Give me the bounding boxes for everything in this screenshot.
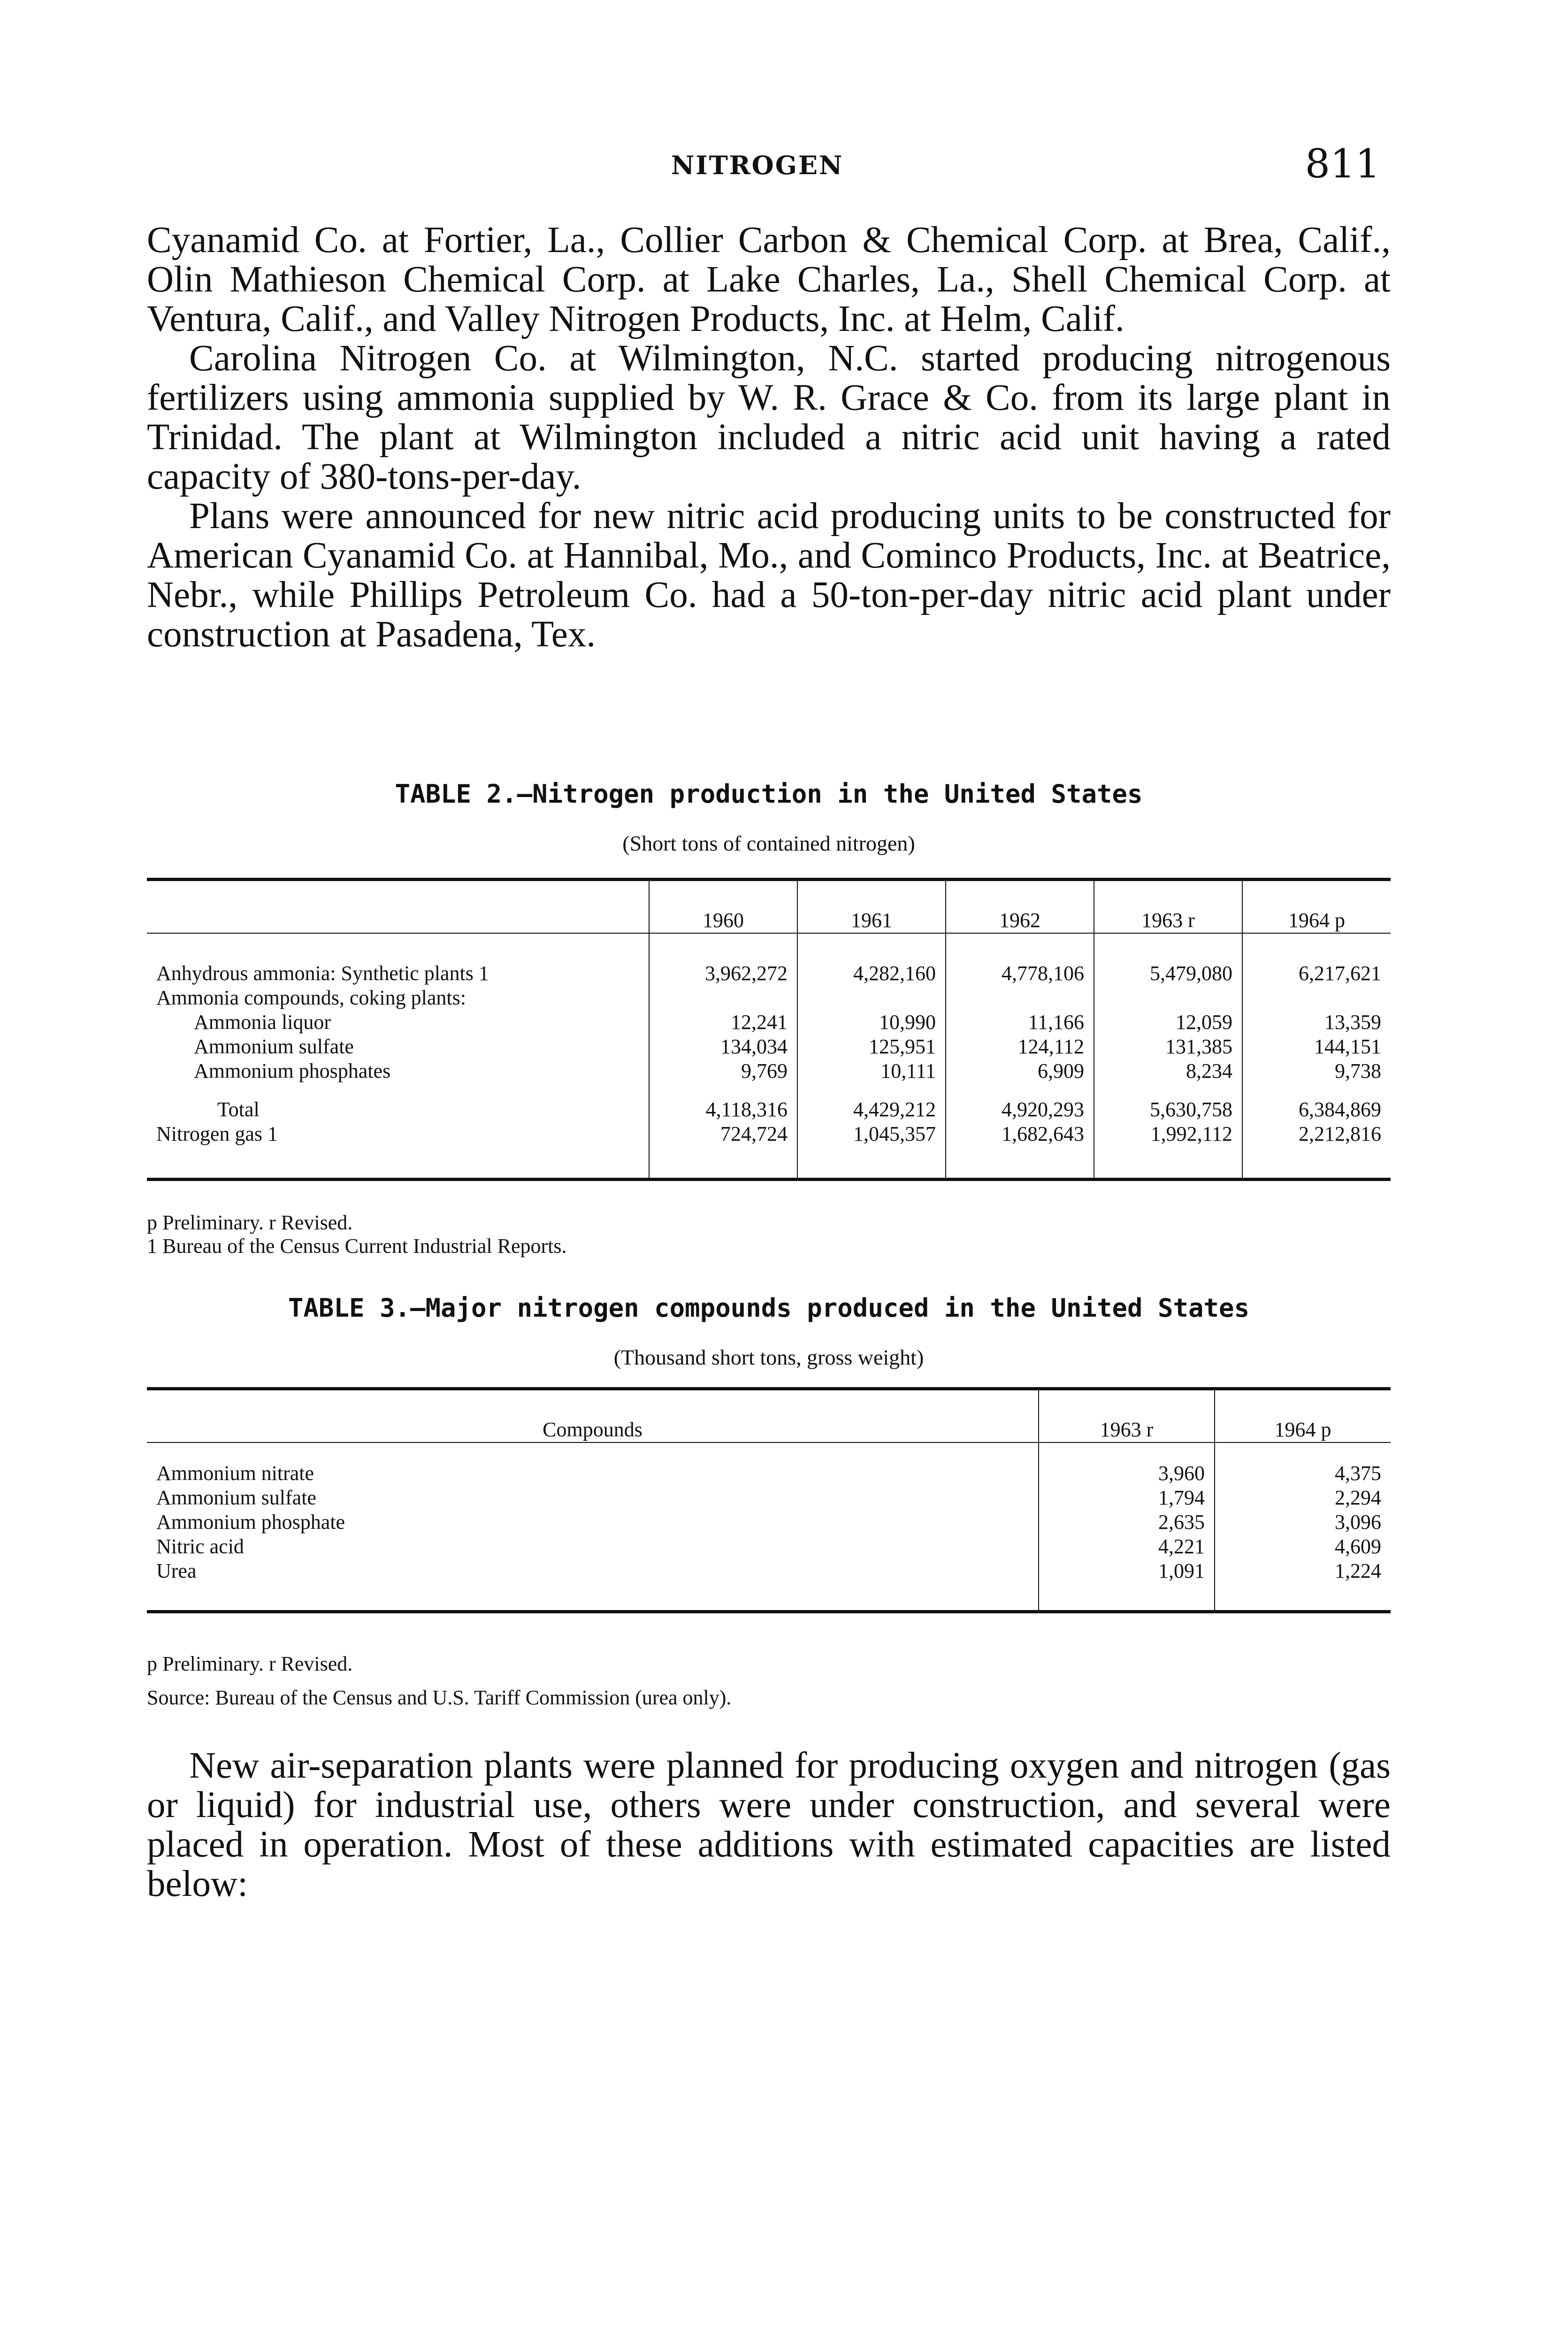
cell: 134,034 — [649, 1035, 797, 1059]
cell: 1,794 — [1039, 1486, 1215, 1510]
cell: 9,769 — [649, 1059, 797, 1083]
cell: 1,091 — [1039, 1559, 1215, 1583]
table2-col-header: 1964 p — [1242, 880, 1391, 934]
table-row — [147, 1097, 1391, 1122]
cell: 5,479,080 — [1094, 961, 1242, 986]
cell: 4,221 — [1039, 1534, 1215, 1559]
table2-header-row — [147, 880, 1391, 934]
row-label: Total — [217, 1098, 260, 1121]
table-row — [147, 1035, 1391, 1059]
table2-bottom-row — [147, 1146, 1391, 1179]
table2-footnotes — [147, 1211, 567, 1258]
paragraph: Plans were announced for new nitric acid producing units to be constructed for American Cyanamid Co. at Hannibal, Mo., and Cominco Products, Inc. at Beatrice, Nebr., while Phillips Petroleum Co. had a 50-ton-per-day nitric acid plant under construction at Pasadena, Tex. — [147, 496, 1391, 655]
cell: 8,234 — [1094, 1059, 1242, 1083]
table-row — [147, 1559, 1391, 1583]
cell: 2,294 — [1215, 1486, 1391, 1510]
row-label: Ammonium phosphate — [156, 1511, 345, 1534]
cell: 10,111 — [797, 1059, 946, 1083]
table3-stub-header: Compounds — [543, 1418, 642, 1441]
closing-text — [147, 1746, 1391, 1904]
footnote: p Preliminary. r Revised. — [147, 1652, 353, 1675]
cell: 3,962,272 — [649, 961, 797, 986]
table3-title: TABLE 3.—Major nitrogen compounds produced in the United States — [288, 1293, 1250, 1323]
row-label: Ammonium sulfate — [194, 1035, 354, 1058]
table2-col-header: 1961 — [797, 880, 946, 934]
table-row — [147, 1461, 1391, 1486]
cell: 1,045,357 — [797, 1122, 946, 1146]
table-row — [147, 1010, 1391, 1035]
row-label: Urea — [156, 1559, 197, 1582]
cell: 4,609 — [1215, 1534, 1391, 1559]
cell: 4,282,160 — [797, 961, 946, 986]
table2-title: TABLE 2.—Nitrogen production in the United States — [395, 779, 1143, 809]
row-label: Ammonium sulfate — [156, 1486, 316, 1509]
cell: 10,990 — [797, 1010, 946, 1035]
footnote-source: Source: Bureau of the Census and U.S. Tariff Commission (urea only). — [147, 1686, 732, 1709]
cell: 11,166 — [946, 1010, 1094, 1035]
paragraph: New air-separation plants were planned for producing oxygen and nitrogen (gas or liquid) for industrial use, others were under construction, and several were placed in operation. Most of these additions with estimated capacities are listed below: — [147, 1745, 1391, 1904]
table-row — [147, 1510, 1391, 1534]
table-row — [147, 1486, 1391, 1510]
cell: 13,359 — [1242, 1010, 1391, 1035]
table-row — [147, 1122, 1391, 1146]
running-head-title: NITROGEN — [671, 150, 844, 180]
table-row — [147, 1534, 1391, 1559]
table3-header-row — [147, 1389, 1391, 1443]
body-text — [147, 221, 1391, 654]
table2-spacer-row — [147, 1083, 1391, 1097]
table3-footnotes — [147, 1652, 731, 1710]
table3-subtitle: (Thousand short tons, gross weight) — [613, 1345, 924, 1369]
table3-col-header: 1963 r — [1039, 1389, 1215, 1443]
cell: 1,224 — [1215, 1559, 1391, 1583]
row-label: Ammonium phosphates — [194, 1059, 391, 1082]
row-label: Ammonium nitrate — [156, 1462, 314, 1485]
cell: 6,384,869 — [1242, 1097, 1391, 1122]
footnote: p Preliminary. r Revised. — [147, 1211, 353, 1234]
table-row — [147, 986, 1391, 1010]
table2-col-header: 1962 — [946, 880, 1094, 934]
cell: 4,429,212 — [797, 1097, 946, 1122]
paragraph: Carolina Nitrogen Co. at Wilmington, N.C. started producing nitrogenous fertilizers using ammonia supplied by W. R. Grace & Co. from its large plant in Trinidad. The plant at Wilmington included a nitric acid unit having a rated capacity of 380-tons-per-day. — [147, 338, 1391, 497]
cell: 12,241 — [649, 1010, 797, 1035]
table-row — [147, 1059, 1391, 1083]
page-number: 811 — [1305, 141, 1380, 187]
cell: 12,059 — [1094, 1010, 1242, 1035]
cell: 9,738 — [1242, 1059, 1391, 1083]
row-label: Anhydrous ammonia: Synthetic plants 1 — [156, 962, 489, 985]
table2-subtitle: (Short tons of contained nitrogen) — [622, 831, 915, 855]
table2 — [147, 878, 1391, 1181]
cell: 5,630,758 — [1094, 1097, 1242, 1122]
cell: 4,778,106 — [946, 961, 1094, 986]
table3-col-header: 1964 p — [1215, 1389, 1391, 1443]
cell: 2,635 — [1039, 1510, 1215, 1534]
table2-col-header: 1960 — [649, 880, 797, 934]
row-label: Nitrogen gas 1 — [156, 1122, 278, 1145]
table-row — [147, 961, 1391, 986]
paragraph: Cyanamid Co. at Fortier, La., Collier Carbon & Chemical Corp. at Brea, Calif., Olin Mathieson Chemical Corp. at Lake Charles, La., Shell Chemical Corp. at Ventura, Calif., and Valley Nitrogen Products, Inc. at Helm, Calif. — [147, 220, 1391, 339]
table3-spacer-row — [147, 1442, 1391, 1461]
table2-stub-header — [147, 880, 649, 934]
cell: 125,951 — [797, 1035, 946, 1059]
cell: 3,096 — [1215, 1510, 1391, 1534]
running-head — [0, 141, 1568, 187]
row-label: Ammonia liquor — [194, 1011, 331, 1034]
cell: 724,724 — [649, 1122, 797, 1146]
table3 — [147, 1387, 1391, 1613]
table2-spacer-row — [147, 933, 1391, 961]
table2-col-header: 1963 r — [1094, 880, 1242, 934]
cell: 144,151 — [1242, 1035, 1391, 1059]
cell: 4,118,316 — [649, 1097, 797, 1122]
table3-bottom-row — [147, 1583, 1391, 1611]
cell: 1,992,112 — [1094, 1122, 1242, 1146]
cell: 2,212,816 — [1242, 1122, 1391, 1146]
cell: 131,385 — [1094, 1035, 1242, 1059]
cell: 6,217,621 — [1242, 961, 1391, 986]
cell: 124,112 — [946, 1035, 1094, 1059]
cell: 4,375 — [1215, 1461, 1391, 1486]
cell: 4,920,293 — [946, 1097, 1094, 1122]
cell: 6,909 — [946, 1059, 1094, 1083]
row-label: Nitric acid — [156, 1535, 244, 1558]
footnote: 1 Bureau of the Census Current Industrial Reports. — [147, 1235, 567, 1258]
cell: 1,682,643 — [946, 1122, 1094, 1146]
row-label: Ammonia compounds, coking plants: — [156, 986, 466, 1009]
cell: 3,960 — [1039, 1461, 1215, 1486]
